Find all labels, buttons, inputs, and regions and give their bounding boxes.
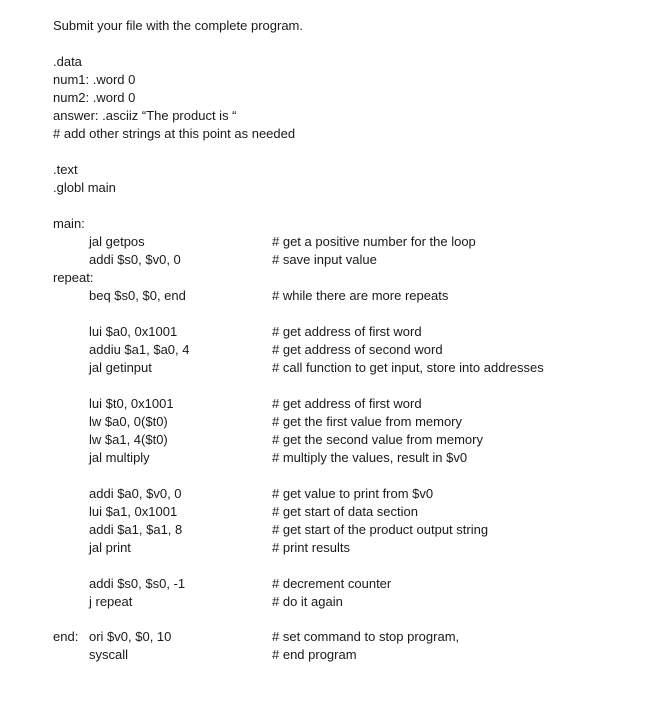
code-comment: # get start of the product output string — [272, 522, 489, 537]
code-comment: # call function to get input, store into addresses — [272, 360, 544, 375]
code-comment: # set command to stop program, — [272, 629, 460, 644]
code-comment: # get start of data section — [272, 504, 418, 519]
code-instr: addi $s0, $v0, 0 — [89, 252, 181, 267]
code-comment: # decrement counter — [272, 576, 392, 591]
instruction-text: Submit your file with the complete program. — [53, 18, 303, 33]
label-repeat: repeat: — [53, 270, 94, 285]
code-instr: lw $a1, 4($t0) — [89, 432, 168, 447]
code-comment: # get the first value from memory — [272, 414, 463, 429]
code-comment: # save input value — [272, 252, 377, 267]
code-instr: syscall — [89, 647, 129, 662]
code-instr: jal print — [89, 540, 131, 555]
code-comment: # get address of second word — [272, 342, 443, 357]
code-instr: lui $a1, 0x1001 — [89, 504, 178, 519]
code-instr: addi $a0, $v0, 0 — [89, 486, 182, 501]
code-comment: # get value to print from $v0 — [272, 486, 434, 501]
data-directive: .data — [53, 54, 82, 69]
code-instr: addi $a1, $a1, 8 — [89, 522, 183, 537]
code-comment: # print results — [272, 540, 351, 555]
code-instr: lui $a0, 0x1001 — [89, 324, 178, 339]
code-instr: ori $v0, $0, 10 — [89, 629, 172, 644]
code-instr: lw $a0, 0($t0) — [89, 414, 168, 429]
label-end: end: — [53, 629, 79, 644]
code-comment: # end program — [272, 647, 357, 662]
code-comment: # do it again — [272, 594, 343, 609]
code-comment: # multiply the values, result in $v0 — [272, 450, 468, 465]
code-instr: addi $s0, $s0, -1 — [89, 576, 186, 591]
code-instr: jal getpos — [89, 234, 145, 249]
label-main: main: — [53, 216, 85, 231]
code-instr: beq $s0, $0, end — [89, 288, 186, 303]
code-comment: # while there are more repeats — [272, 288, 449, 303]
code-comment: # get a positive number for the loop — [272, 234, 476, 249]
code-comment: # get address of first word — [272, 396, 422, 411]
data-line-num1: num1: .word 0 — [53, 72, 136, 87]
code-comment: # get the second value from memory — [272, 432, 483, 447]
code-comment: # get address of first word — [272, 324, 422, 339]
data-line-answer: answer: .asciiz “The product is “ — [53, 108, 237, 123]
code-instr: j repeat — [89, 594, 133, 609]
code-instr: addiu $a1, $a0, 4 — [89, 342, 190, 357]
code-instr: jal getinput — [89, 360, 152, 375]
code-instr: jal multiply — [89, 450, 150, 465]
data-comment: # add other strings at this point as needed — [53, 126, 296, 141]
code-instr: lui $t0, 0x1001 — [89, 396, 174, 411]
globl-directive: .globl main — [53, 180, 116, 195]
text-directive: .text — [53, 162, 78, 177]
data-line-num2: num2: .word 0 — [53, 90, 136, 105]
